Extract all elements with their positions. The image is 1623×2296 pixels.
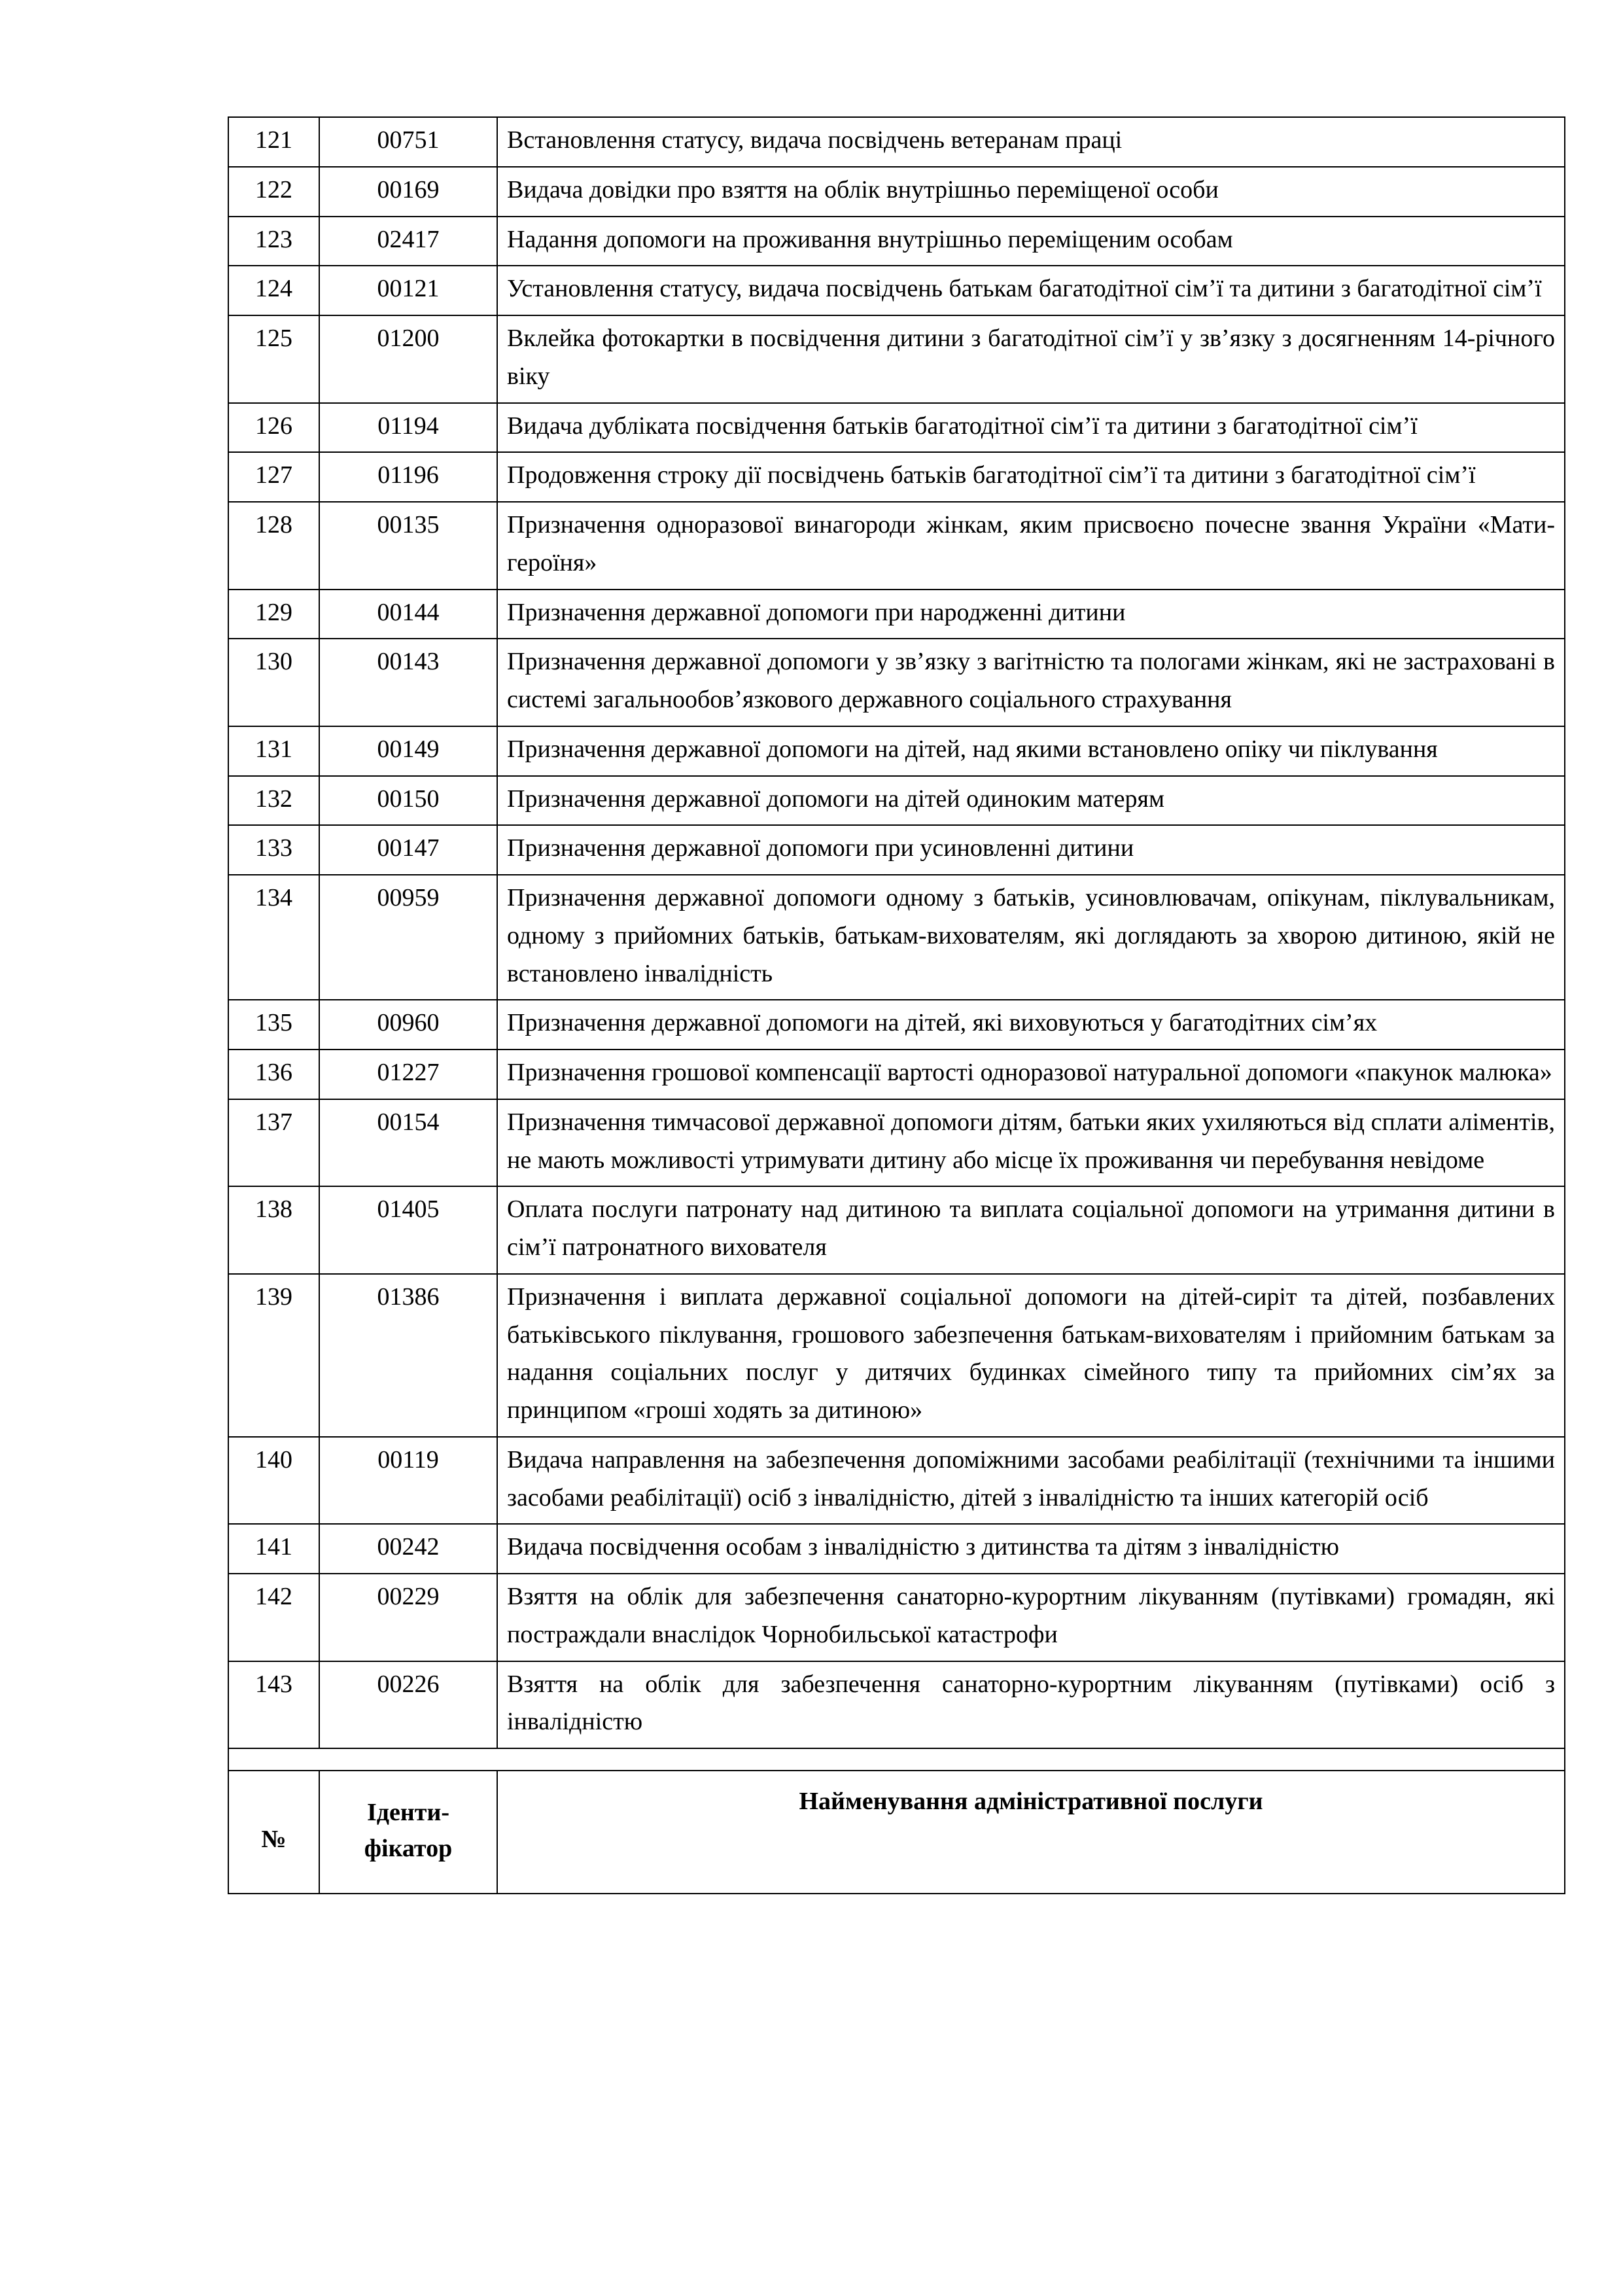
row-service-name-cell: Вклейка фотокартки в посвідчення дитини з багатодітної сім’ї у зв’язку з досягненням 14-річного віку: [497, 315, 1565, 403]
table-row: [228, 726, 1565, 776]
row-identifier-cell: 00150: [319, 776, 497, 826]
row-number-cell: 125: [228, 315, 319, 403]
table-row: [228, 1274, 1565, 1437]
row-service-name-cell: Призначення державної допомоги у зв’язку з вагітністю та пологами жінкам, які не застраховані в системі загальнообов’язкового державного соціального страхування: [497, 639, 1565, 726]
column-header-service-name: Найменування адміністративної послуги: [497, 1771, 1565, 1894]
row-number-cell: 134: [228, 875, 319, 1000]
row-identifier-cell: 00121: [319, 266, 497, 315]
row-service-name-cell: Надання допомоги на проживання внутрішньо переміщеним особам: [497, 217, 1565, 266]
table-row: [228, 639, 1565, 726]
table-body: [228, 117, 1565, 1894]
row-identifier-cell: 00149: [319, 726, 497, 776]
row-identifier-cell: 01196: [319, 452, 497, 502]
table-row: [228, 266, 1565, 315]
row-service-name-cell: Призначення державної допомоги одному з батьків, усиновлювачам, опікунам, піклувальникам, одному з прийомних батьків, батькам-вихователям, які доглядають за хворою дитиною, якій не встановлено інвалідність: [497, 875, 1565, 1000]
table-row: [228, 502, 1565, 590]
row-identifier-cell: 00144: [319, 590, 497, 639]
table-row: [228, 1661, 1565, 1749]
row-service-name-cell: Встановлення статусу, видача посвідчень ветеранам праці: [497, 117, 1565, 167]
row-service-name-cell: Видача дубліката посвідчення батьків багатодітної сім’ї та дитини з багатодітної сім’ї: [497, 403, 1565, 453]
row-number-cell: 133: [228, 825, 319, 875]
row-identifier-cell: 00959: [319, 875, 497, 1000]
row-identifier-cell: 00751: [319, 117, 497, 167]
row-number-cell: 124: [228, 266, 319, 315]
table-row: [228, 452, 1565, 502]
column-header-identifier: [319, 1771, 497, 1894]
row-service-name-cell: Призначення одноразової винагороди жінкам, яким присвоєно почесне звання України «Мати-героїня»: [497, 502, 1565, 590]
row-number-cell: 140: [228, 1437, 319, 1525]
row-identifier-cell: 00226: [319, 1661, 497, 1749]
row-identifier-cell: 01227: [319, 1050, 497, 1099]
table-row: [228, 1050, 1565, 1099]
table-spacer-cell: [228, 1748, 1565, 1771]
row-service-name-cell: Видача направлення на забезпечення допоміжними засобами реабілітації (технічними та іншими засобами реабілітації) осіб з інвалідністю, дітей з інвалідністю та інших категорій осіб: [497, 1437, 1565, 1525]
table-row: [228, 590, 1565, 639]
row-number-cell: 139: [228, 1274, 319, 1437]
table-row: [228, 875, 1565, 1000]
row-identifier-cell: 01200: [319, 315, 497, 403]
table-row: [228, 1000, 1565, 1050]
row-number-cell: 138: [228, 1186, 319, 1274]
table-header-row: [228, 1771, 1565, 1894]
row-service-name-cell: Видача довідки про взяття на облік внутрішньо переміщеної особи: [497, 167, 1565, 217]
row-identifier-cell: 00147: [319, 825, 497, 875]
row-service-name-cell: Призначення державної допомоги на дітей, над якими встановлено опіку чи піклування: [497, 726, 1565, 776]
row-service-name-cell: Призначення тимчасової державної допомоги дітям, батьки яких ухиляються від сплати аліментів, не мають можливості утримувати дитину або місце їх проживання чи перебування невідоме: [497, 1099, 1565, 1187]
row-number-cell: 137: [228, 1099, 319, 1187]
column-header-identifier-line-1: Іденти-: [367, 1798, 449, 1826]
row-identifier-cell: 01386: [319, 1274, 497, 1437]
row-service-name-cell: Взяття на облік для забезпечення санаторно-курортним лікуванням (путівками) громадян, які постраждали внаслідок Чорнобильської катастрофи: [497, 1574, 1565, 1661]
table-row: [228, 315, 1565, 403]
row-number-cell: 123: [228, 217, 319, 266]
row-service-name-cell: Продовження строку дії посвідчень батьків багатодітної сім’ї та дитини з багатодітної сім’ї: [497, 452, 1565, 502]
row-service-name-cell: Призначення і виплата державної соціальної допомоги на дітей-сиріт та дітей, позбавлених батьківського піклування, грошового забезпечення батькам-вихователям і прийомним батькам за надання соціальних послуг у дитячих будинках сімейного типу та прийомних сім’ях за принципом «гроші ходять за дитиною»: [497, 1274, 1565, 1437]
row-number-cell: 130: [228, 639, 319, 726]
row-identifier-cell: 01405: [319, 1186, 497, 1274]
row-number-cell: 122: [228, 167, 319, 217]
row-number-cell: 121: [228, 117, 319, 167]
column-header-identifier-line-2: фікатор: [364, 1835, 453, 1862]
row-number-cell: 131: [228, 726, 319, 776]
table-row: [228, 825, 1565, 875]
row-identifier-cell: 02417: [319, 217, 497, 266]
row-identifier-cell: 00135: [319, 502, 497, 590]
table-row: [228, 403, 1565, 453]
row-number-cell: 127: [228, 452, 319, 502]
row-service-name-cell: Призначення державної допомоги при усиновленні дитини: [497, 825, 1565, 875]
row-service-name-cell: Призначення грошової компенсації вартості одноразової натуральної допомоги «пакунок малюка»: [497, 1050, 1565, 1099]
table-row: [228, 1186, 1565, 1274]
row-number-cell: 141: [228, 1524, 319, 1574]
table-row: [228, 167, 1565, 217]
row-identifier-cell: 01194: [319, 403, 497, 453]
table-row: [228, 1574, 1565, 1661]
administrative-services-table: [228, 116, 1565, 1894]
row-identifier-cell: 00169: [319, 167, 497, 217]
row-service-name-cell: Видача посвідчення особам з інвалідністю з дитинства та дітям з інвалідністю: [497, 1524, 1565, 1574]
table-row: [228, 1099, 1565, 1187]
row-number-cell: 136: [228, 1050, 319, 1099]
row-number-cell: 129: [228, 590, 319, 639]
row-identifier-cell: 00119: [319, 1437, 497, 1525]
table-row: [228, 776, 1565, 826]
row-identifier-cell: 00960: [319, 1000, 497, 1050]
row-service-name-cell: Оплата послуги патронату над дитиною та виплата соціальної допомоги на утримання дитини в сім’ї патронатного вихователя: [497, 1186, 1565, 1274]
row-service-name-cell: Призначення державної допомоги при народженні дитини: [497, 590, 1565, 639]
row-number-cell: 142: [228, 1574, 319, 1661]
row-service-name-cell: Взяття на облік для забезпечення санаторно-курортним лікуванням (путівками) осіб з інвалідністю: [497, 1661, 1565, 1749]
row-number-cell: 126: [228, 403, 319, 453]
row-number-cell: 128: [228, 502, 319, 590]
table-row: [228, 217, 1565, 266]
table-spacer-row: [228, 1748, 1565, 1771]
row-identifier-cell: 00229: [319, 1574, 497, 1661]
row-number-cell: 143: [228, 1661, 319, 1749]
row-identifier-cell: 00154: [319, 1099, 497, 1187]
column-header-number: №: [228, 1771, 319, 1894]
row-service-name-cell: Призначення державної допомоги на дітей одиноким матерям: [497, 776, 1565, 826]
table-row: [228, 117, 1565, 167]
row-identifier-cell: 00143: [319, 639, 497, 726]
row-service-name-cell: Установлення статусу, видача посвідчень батькам багатодітної сім’ї та дитини з багатодітної сім’ї: [497, 266, 1565, 315]
table-row: [228, 1524, 1565, 1574]
row-number-cell: 135: [228, 1000, 319, 1050]
row-service-name-cell: Призначення державної допомоги на дітей, які виховуються у багатодітних сім’ях: [497, 1000, 1565, 1050]
row-identifier-cell: 00242: [319, 1524, 497, 1574]
row-number-cell: 132: [228, 776, 319, 826]
table-row: [228, 1437, 1565, 1525]
